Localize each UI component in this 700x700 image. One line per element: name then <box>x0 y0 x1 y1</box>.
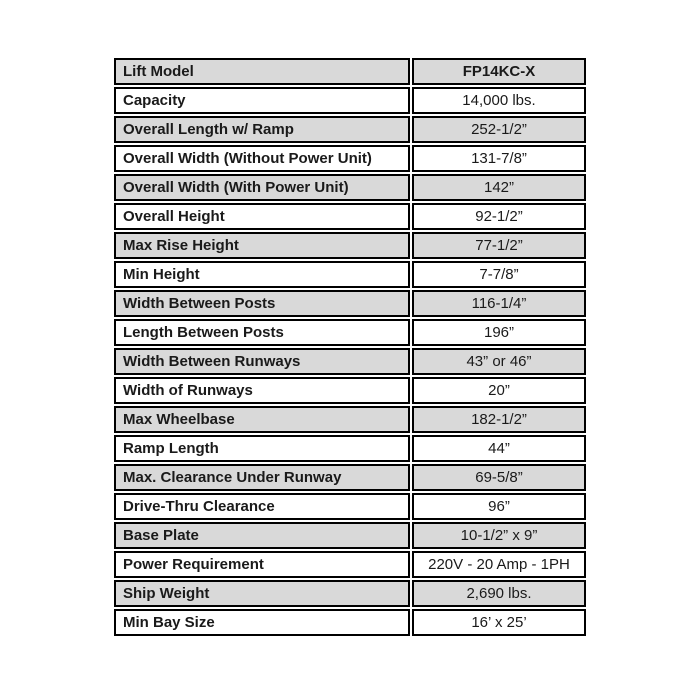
spec-label-cell: Overall Width (Without Power Unit) <box>114 145 410 172</box>
spec-label-cell: Lift Model <box>114 58 410 85</box>
spec-label-cell: Max. Clearance Under Runway <box>114 464 410 491</box>
spec-value-cell: 14,000 lbs. <box>412 87 586 114</box>
spec-label-cell: Ship Weight <box>114 580 410 607</box>
spec-row <box>114 145 586 172</box>
spec-row <box>114 551 586 578</box>
spec-value-cell: 142” <box>412 174 586 201</box>
spec-label-cell: Power Requirement <box>114 551 410 578</box>
spec-value-cell: 43” or 46” <box>412 348 586 375</box>
spec-value-cell: 44” <box>412 435 586 462</box>
spec-label-cell: Max Wheelbase <box>114 406 410 433</box>
spec-value-cell: 20” <box>412 377 586 404</box>
spec-row <box>114 580 586 607</box>
spec-label-cell: Drive-Thru Clearance <box>114 493 410 520</box>
spec-value-cell: 252-1/2” <box>412 116 586 143</box>
spec-table-body <box>114 58 586 636</box>
spec-value-cell: 96” <box>412 493 586 520</box>
spec-row <box>114 319 586 346</box>
spec-row <box>114 493 586 520</box>
spec-label-cell: Ramp Length <box>114 435 410 462</box>
spec-row <box>114 522 586 549</box>
spec-value-cell: 2,690 lbs. <box>412 580 586 607</box>
spec-value-cell: 7-7/8” <box>412 261 586 288</box>
spec-label-cell: Min Bay Size <box>114 609 410 636</box>
spec-row <box>114 348 586 375</box>
spec-label-cell: Base Plate <box>114 522 410 549</box>
spec-value-cell: 220V - 20 Amp - 1PH <box>412 551 586 578</box>
spec-label-cell: Capacity <box>114 87 410 114</box>
spec-row <box>114 87 586 114</box>
spec-row <box>114 203 586 230</box>
spec-row <box>114 116 586 143</box>
spec-row <box>114 435 586 462</box>
spec-row <box>114 377 586 404</box>
spec-label-cell: Width Between Posts <box>114 290 410 317</box>
spec-value-cell: 16’ x 25’ <box>412 609 586 636</box>
spec-row <box>114 609 586 636</box>
spec-label-cell: Length Between Posts <box>114 319 410 346</box>
spec-value-cell: 196” <box>412 319 586 346</box>
spec-value-cell: 69-5/8” <box>412 464 586 491</box>
spec-row <box>114 290 586 317</box>
spec-row <box>114 261 586 288</box>
spec-label-cell: Width Between Runways <box>114 348 410 375</box>
spec-value-cell: 131-7/8” <box>412 145 586 172</box>
spec-value-cell: 77-1/2” <box>412 232 586 259</box>
spec-value-cell: 92-1/2” <box>412 203 586 230</box>
spec-value-cell: 182-1/2” <box>412 406 586 433</box>
spec-value-cell: 116-1/4” <box>412 290 586 317</box>
spec-row <box>114 232 586 259</box>
spec-label-cell: Width of Runways <box>114 377 410 404</box>
spec-row <box>114 174 586 201</box>
spec-value-cell: 10-1/2” x 9” <box>412 522 586 549</box>
spec-table <box>112 56 588 638</box>
spec-row <box>114 406 586 433</box>
spec-header-row <box>114 58 586 85</box>
spec-label-cell: Overall Length w/ Ramp <box>114 116 410 143</box>
spec-label-cell: Max Rise Height <box>114 232 410 259</box>
spec-label-cell: Min Height <box>114 261 410 288</box>
spec-label-cell: Overall Height <box>114 203 410 230</box>
spec-row <box>114 464 586 491</box>
spec-label-cell: Overall Width (With Power Unit) <box>114 174 410 201</box>
spec-value-cell: FP14KC-X <box>412 58 586 85</box>
